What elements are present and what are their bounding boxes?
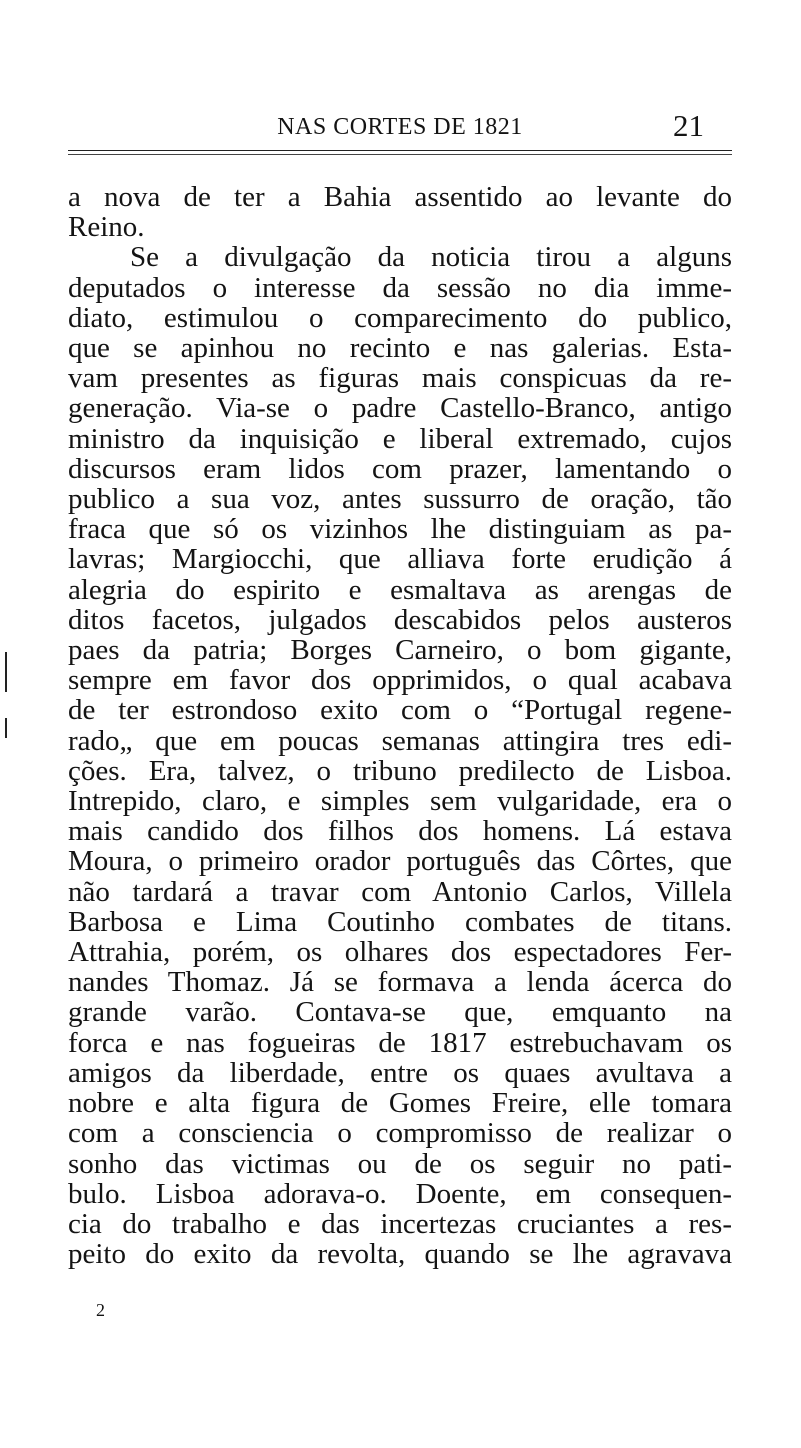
text-line: fraca que só os vizinhos lhe distinguiam as pa- bbox=[68, 513, 732, 546]
text-line: ções. Era, talvez, o tribuno predilecto de Lisboa. bbox=[68, 754, 732, 787]
text-line: nandes Thomaz. Já se formava a lenda ácerca do bbox=[68, 966, 732, 999]
text-line: nobre e alta figura de Gomes Freire, elle tomara bbox=[68, 1087, 732, 1120]
text-line: Barbosa e Lima Coutinho combates de titans. bbox=[68, 905, 732, 938]
text-line: alegria do espirito e esmaltava as arengas de bbox=[68, 573, 732, 606]
text-line: lavras; Margiocchi, que alliava forte erudição á bbox=[68, 543, 732, 576]
text-line: grande varão. Contava-se que, emquanto na bbox=[68, 996, 732, 1029]
page-header bbox=[68, 108, 732, 148]
margin-mark bbox=[5, 652, 7, 692]
text-line: deputados o interesse da sessão no dia imme- bbox=[68, 271, 732, 304]
text-line: sonho das victimas ou de os seguir no pati- bbox=[68, 1147, 732, 1180]
text-line: não tardará a travar com Antonio Carlos, Villela bbox=[68, 875, 732, 908]
text-line: diato, estimulou o comparecimento do publico, bbox=[68, 301, 732, 334]
signature-mark: 2 bbox=[96, 1300, 105, 1320]
text-line: sempre em favor dos opprimidos, o qual acabava bbox=[68, 664, 732, 697]
text-line: que se apinhou no recinto e nas galerias. Esta- bbox=[68, 332, 732, 365]
text-line: amigos da liberdade, entre os quaes avultava a bbox=[68, 1056, 732, 1089]
header-rule-thin bbox=[68, 154, 732, 155]
text-line: cia do trabalho e das incertezas cruciantes a res- bbox=[68, 1207, 732, 1240]
text-line: rado„ que em poucas semanas attingira tres edi- bbox=[68, 724, 732, 757]
text-line: ditos facetos, julgados descabidos pelos austeros bbox=[68, 603, 732, 636]
text-line: peito do exito da revolta, quando se lhe agravava bbox=[68, 1238, 732, 1271]
text-line: vam presentes as figuras mais conspicuas da re- bbox=[68, 362, 732, 395]
text-line: forca e nas fogueiras de 1817 estrebuchavam os bbox=[68, 1026, 732, 1059]
text-line: ministro da inquisição e liberal extremado, cujos bbox=[68, 422, 732, 455]
running-title: NAS CORTES DE 1821 bbox=[277, 114, 523, 140]
text-line: Intrepido, claro, e simples sem vulgaridade, era o bbox=[68, 785, 732, 818]
text-line: Reino. bbox=[68, 211, 145, 244]
margin-mark bbox=[5, 718, 7, 738]
text-line: discursos eram lidos com prazer, lamentando o bbox=[68, 452, 732, 485]
text-line: com a consciencia o compromisso de realizar o bbox=[68, 1117, 732, 1150]
text-line: de ter estrondoso exito com o “Portugal regene- bbox=[68, 694, 732, 727]
text-line: bulo. Lisboa adorava-o. Doente, em consequen- bbox=[68, 1177, 732, 1210]
text-line: Se a divulgação da noticia tirou a alguns bbox=[130, 241, 732, 274]
header-rule bbox=[68, 150, 732, 151]
text-line: Moura, o primeiro orador português das Côrtes, que bbox=[68, 845, 732, 878]
text-line: a nova de ter a Bahia assentido ao levante do bbox=[68, 181, 732, 213]
text-line: Attrahia, porém, os olhares dos espectadores Fer- bbox=[68, 936, 732, 969]
page-number: 21 bbox=[673, 108, 704, 143]
text-line: paes da patria; Borges Carneiro, o bom gigante, bbox=[68, 634, 732, 667]
text-line: generação. Via-se o padre Castello-Branco, antigo bbox=[68, 392, 732, 425]
text-line: mais candido dos filhos dos homens. Lá estava bbox=[68, 815, 732, 848]
body-text bbox=[68, 182, 732, 1269]
text-line: publico a sua voz, antes sussurro de oração, tão bbox=[68, 483, 732, 516]
